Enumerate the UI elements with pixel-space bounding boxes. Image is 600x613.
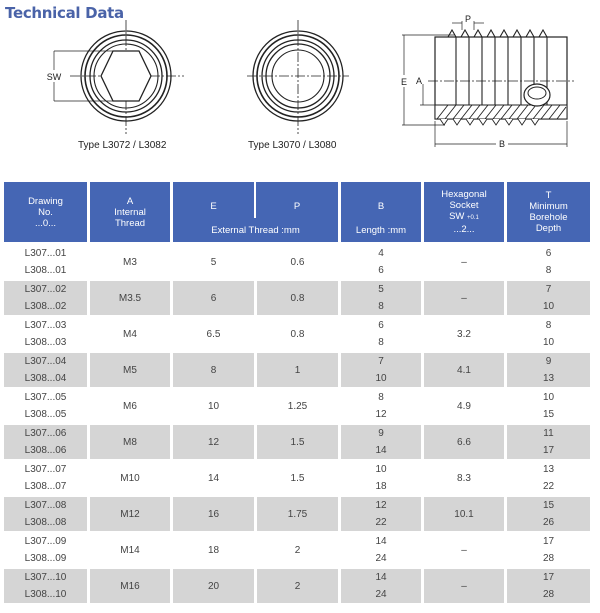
header-line: Minimum (529, 201, 568, 212)
cell-value: 12 (207, 436, 220, 448)
cell-length (341, 569, 421, 603)
cell-value: 26 (542, 517, 555, 528)
cell-value: 20 (207, 580, 220, 592)
cell-value: L308...08 (24, 517, 67, 528)
cell-socket-sw (424, 389, 504, 423)
cell-value: 3.2 (457, 328, 471, 340)
cell-value: M16 (120, 580, 140, 592)
cell-pitch (257, 389, 338, 423)
header-line: Socket (449, 200, 479, 211)
header-line: Depth (535, 223, 562, 234)
cell-value: 10 (375, 464, 387, 475)
sw-dimension-label: SW (46, 72, 62, 82)
outer-diameter-label: E (400, 77, 408, 87)
cell-value: M3 (123, 256, 137, 268)
cell-socket-sw (424, 533, 504, 567)
header-line: Internal (114, 206, 146, 218)
cell-value: L307...06 (24, 428, 67, 439)
cell-socket-sw (424, 425, 504, 459)
cell-value: 10 (542, 301, 555, 312)
cell-drawing-no (4, 497, 87, 531)
cell-value: 6 (545, 248, 552, 259)
cell-value: M5 (123, 364, 137, 376)
cell-socket-sw (424, 245, 504, 279)
cell-value: L308...01 (24, 265, 67, 276)
header-divider (254, 182, 256, 218)
header-external-thread-unit: External Thread :mm (211, 225, 300, 236)
header-line: A (126, 195, 134, 207)
cell-value: 2 (294, 580, 301, 592)
header-e: E (210, 201, 217, 212)
cell-external-diameter (173, 497, 254, 531)
cell-external-diameter (173, 461, 254, 495)
cell-external-diameter (173, 317, 254, 351)
header-hexagonal-socket (424, 182, 504, 242)
cell-value: M10 (120, 472, 140, 484)
cell-value: 5 (378, 284, 384, 295)
header-line: T (545, 190, 552, 201)
cell-drawing-no (4, 353, 87, 387)
cell-value: L307...07 (24, 464, 67, 475)
cell-value: 8.3 (457, 472, 471, 484)
cell-value: 7 (378, 356, 384, 367)
cell-value: 6 (210, 292, 217, 304)
cell-pitch (257, 569, 338, 603)
cell-value: 1.75 (287, 508, 308, 520)
cell-external-diameter (173, 425, 254, 459)
cell-value: L307...02 (24, 284, 67, 295)
cell-value: 4 (378, 248, 384, 259)
cell-value: 13 (542, 464, 555, 475)
cell-value: 6.5 (206, 328, 221, 340)
cell-external-diameter (173, 281, 254, 315)
cell-value: 28 (542, 553, 555, 564)
section-title: Technical Data (5, 4, 124, 22)
cell-borehole-depth (507, 245, 590, 279)
cell-drawing-no (4, 569, 87, 603)
header-line: Borehole (529, 212, 568, 223)
cell-borehole-depth (507, 497, 590, 531)
cell-pitch (257, 245, 338, 279)
cell-external-diameter (173, 389, 254, 423)
header-line: No. (38, 206, 53, 218)
cell-value: 14 (375, 445, 387, 456)
cell-value: L307...08 (24, 500, 67, 511)
cell-value: 12 (375, 409, 387, 420)
cell-value: 6 (378, 265, 384, 276)
cell-external-diameter (173, 569, 254, 603)
header-drawing-no (4, 182, 87, 242)
cell-borehole-depth (507, 461, 590, 495)
cell-socket-sw (424, 497, 504, 531)
cell-length (341, 461, 421, 495)
cell-value: L308...03 (24, 337, 67, 348)
cell-value: 14 (375, 536, 387, 547)
plain-insert-front-view-diagram (245, 18, 355, 136)
cell-value: L308...06 (24, 445, 67, 456)
header-line: Hexagonal (441, 189, 487, 200)
cell-length (341, 281, 421, 315)
cell-value: 16 (207, 508, 220, 520)
cell-value: 10 (542, 392, 555, 403)
cell-value: 22 (375, 517, 387, 528)
cell-value: 10.1 (454, 508, 474, 520)
length-label: B (498, 139, 506, 149)
header-sw: SW (449, 211, 465, 222)
cell-internal-thread (90, 281, 170, 315)
cell-value: 10 (207, 400, 220, 412)
cell-value: 8 (378, 392, 384, 403)
cell-external-diameter (173, 245, 254, 279)
cell-value: 14 (375, 572, 387, 583)
cell-value: M14 (120, 544, 140, 556)
cell-value: M8 (123, 436, 137, 448)
cell-drawing-no (4, 317, 87, 351)
cell-value: 4.1 (457, 364, 471, 376)
header-borehole-depth (507, 182, 590, 242)
header-line: Drawing (28, 195, 63, 207)
header-p: P (293, 201, 301, 212)
cell-value: 24 (375, 553, 387, 564)
cell-value: L307...09 (24, 536, 67, 547)
cell-borehole-depth (507, 425, 590, 459)
cell-value: L308...02 (24, 301, 67, 312)
cell-length (341, 425, 421, 459)
hex-socket-front-view-diagram (30, 18, 200, 136)
cell-socket-sw (424, 281, 504, 315)
cell-value: 14 (207, 472, 220, 484)
cell-value: 11 (543, 428, 554, 439)
header-b: B (377, 201, 385, 212)
cell-value: 6 (378, 320, 384, 331)
cell-value: – (461, 544, 467, 556)
figure-caption-l3072: Type L3072 / L3082 (78, 140, 167, 151)
cell-value: 1 (294, 364, 301, 376)
cell-value: – (461, 292, 467, 304)
cell-socket-sw (424, 317, 504, 351)
cell-value: 18 (375, 481, 387, 492)
cell-value: 17 (542, 445, 555, 456)
cell-internal-thread (90, 245, 170, 279)
cell-value: 0.8 (290, 292, 305, 304)
cell-borehole-depth (507, 281, 590, 315)
cell-value: 8 (210, 364, 217, 376)
cell-length (341, 317, 421, 351)
cell-value: 12 (375, 500, 387, 511)
cell-value: 9 (545, 356, 552, 367)
cell-value: 6.6 (457, 436, 471, 448)
cell-borehole-depth (507, 317, 590, 351)
cell-value: 8 (378, 301, 384, 312)
cell-drawing-no (4, 461, 87, 495)
cell-pitch (257, 533, 338, 567)
cell-pitch (257, 353, 338, 387)
cell-internal-thread (90, 425, 170, 459)
cell-value: L308...07 (24, 481, 67, 492)
header-tolerance: +0.1 (467, 215, 479, 221)
cell-drawing-no (4, 425, 87, 459)
cell-external-diameter (173, 533, 254, 567)
cell-internal-thread (90, 497, 170, 531)
cell-length (341, 389, 421, 423)
cell-value: M6 (123, 400, 137, 412)
header-external-thread (173, 182, 338, 242)
cell-value: 9 (378, 428, 384, 439)
cell-value: 8 (545, 320, 552, 331)
cell-internal-thread (90, 533, 170, 567)
cell-pitch (257, 497, 338, 531)
cell-value: 8 (545, 265, 552, 276)
cell-value: 1.5 (290, 436, 305, 448)
cell-value: 4.9 (457, 400, 471, 412)
cell-length (341, 533, 421, 567)
cell-value: 2 (294, 544, 301, 556)
cell-internal-thread (90, 389, 170, 423)
cell-value: L307...04 (24, 356, 67, 367)
cell-external-diameter (173, 353, 254, 387)
cell-internal-thread (90, 461, 170, 495)
header-line (424, 211, 504, 224)
figure-caption-l3070: Type L3070 / L3080 (248, 140, 337, 151)
cell-drawing-no (4, 245, 87, 279)
header-line: ...2... (453, 224, 475, 235)
cell-value: L307...01 (24, 248, 67, 259)
cell-value: 5 (210, 256, 217, 268)
cell-drawing-no (4, 533, 87, 567)
threaded-insert-side-view-diagram (390, 5, 590, 150)
header-internal-thread (90, 182, 170, 242)
cell-drawing-no (4, 281, 87, 315)
cell-borehole-depth (507, 533, 590, 567)
cell-borehole-depth (507, 353, 590, 387)
cell-pitch (257, 317, 338, 351)
pitch-label: P (464, 14, 472, 24)
cell-drawing-no (4, 389, 87, 423)
cell-internal-thread (90, 353, 170, 387)
cell-value: 13 (542, 373, 555, 384)
cell-value: 10 (542, 337, 555, 348)
cell-value: 1.25 (287, 400, 308, 412)
cell-socket-sw (424, 569, 504, 603)
cell-value: 18 (207, 544, 220, 556)
cell-value: 10 (375, 373, 387, 384)
cell-value: L308...10 (24, 589, 67, 600)
cell-length (341, 245, 421, 279)
cell-value: L307...10 (24, 572, 67, 583)
cell-socket-sw (424, 353, 504, 387)
cell-value: 17 (542, 572, 555, 583)
cell-internal-thread (90, 317, 170, 351)
header-length-unit: Length :mm (355, 225, 407, 236)
cell-socket-sw (424, 461, 504, 495)
cell-value: 8 (378, 337, 384, 348)
cell-value: M3.5 (118, 292, 142, 304)
cell-value: 22 (542, 481, 555, 492)
cell-value: 24 (375, 589, 387, 600)
cell-value: L307...05 (24, 392, 67, 403)
cell-pitch (257, 461, 338, 495)
cell-pitch (257, 281, 338, 315)
cell-value: 15 (542, 500, 555, 511)
cell-value: L307...03 (24, 320, 67, 331)
header-line: ...0... (34, 217, 57, 229)
cell-value: – (461, 580, 467, 592)
cell-value: 28 (542, 589, 555, 600)
cell-internal-thread (90, 569, 170, 603)
cell-value: 15 (542, 409, 555, 420)
inner-thread-label: A (415, 76, 423, 86)
cell-value: L308...05 (24, 409, 67, 420)
cell-borehole-depth (507, 389, 590, 423)
cell-value: 0.6 (290, 256, 305, 268)
header-length (341, 182, 421, 242)
cell-value: 7 (545, 284, 552, 295)
cell-value: L308...09 (24, 553, 67, 564)
cell-value: – (461, 256, 467, 268)
cell-value: 0.8 (290, 328, 305, 340)
cell-value: 17 (542, 536, 555, 547)
cell-length (341, 497, 421, 531)
cell-value: M12 (120, 508, 140, 520)
cell-value: M4 (123, 328, 137, 340)
cell-length (341, 353, 421, 387)
cell-value: 1.5 (290, 472, 305, 484)
cell-pitch (257, 425, 338, 459)
cell-value: L308...04 (24, 373, 67, 384)
cell-borehole-depth (507, 569, 590, 603)
header-line: Thread (114, 217, 146, 229)
